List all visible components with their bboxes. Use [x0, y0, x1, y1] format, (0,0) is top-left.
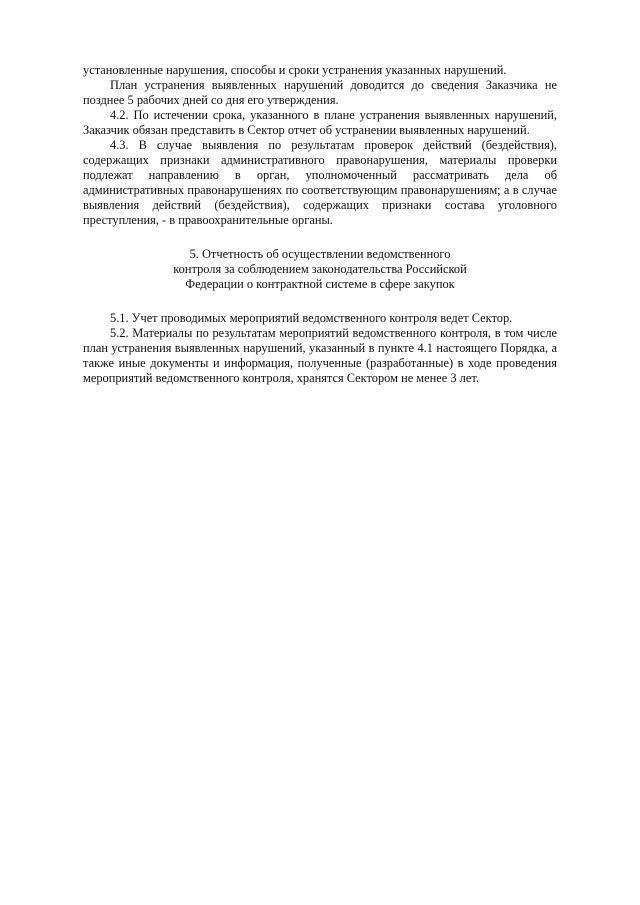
section-5-heading [83, 247, 557, 292]
paragraph-continuation: установленные нарушения, способы и сроки устранения указанных нарушений. [83, 63, 507, 77]
section-heading-line-1: 5. Отчетность об осуществлении ведомственного [189, 247, 451, 261]
paragraph-4-3: 4.3. В случае выявления по результатам проверок действий (бездействия), содержащих признаки административного правонарушения, материалы проверки подлежат направлению в орган, уполномоченный рассматривать дела об административных правонарушениях по соответствующим правонарушениям; а в случае выявления действий (бездействия), содержащих признаки состава уголовного преступления, - в правоохранительные органы. [83, 138, 557, 227]
section-heading-line-2: контроля за соблюдением законодательства Российской [173, 262, 467, 276]
section-heading-line-3: Федерации о контрактной системе в сфере закупок [185, 277, 455, 291]
paragraph-5-2: 5.2. Материалы по результатам мероприятий ведомственного контроля, в том числе план устранения выявленных нарушений, указанный в пункте 4.1 настоящего Порядка, а также иные документы и информация, полученные (разработанные) в ходе проведения мероприятий ведомственного контроля, хранятся Сектором не менее 3 лет. [83, 326, 557, 385]
document-body [83, 63, 557, 386]
paragraph-plan-notification: План устранения выявленных нарушений доводится до сведения Заказчика не позднее 5 рабочих дней со дня его утверждения. [83, 78, 557, 107]
paragraph-4-2: 4.2. По истечении срока, указанного в плане устранения выявленных нарушений, Заказчик обязан представить в Сектор отчет об устранении выявленных нарушений. [83, 108, 557, 137]
paragraph-5-1: 5.1. Учет проводимых мероприятий ведомственного контроля ведет Сектор. [110, 311, 513, 325]
